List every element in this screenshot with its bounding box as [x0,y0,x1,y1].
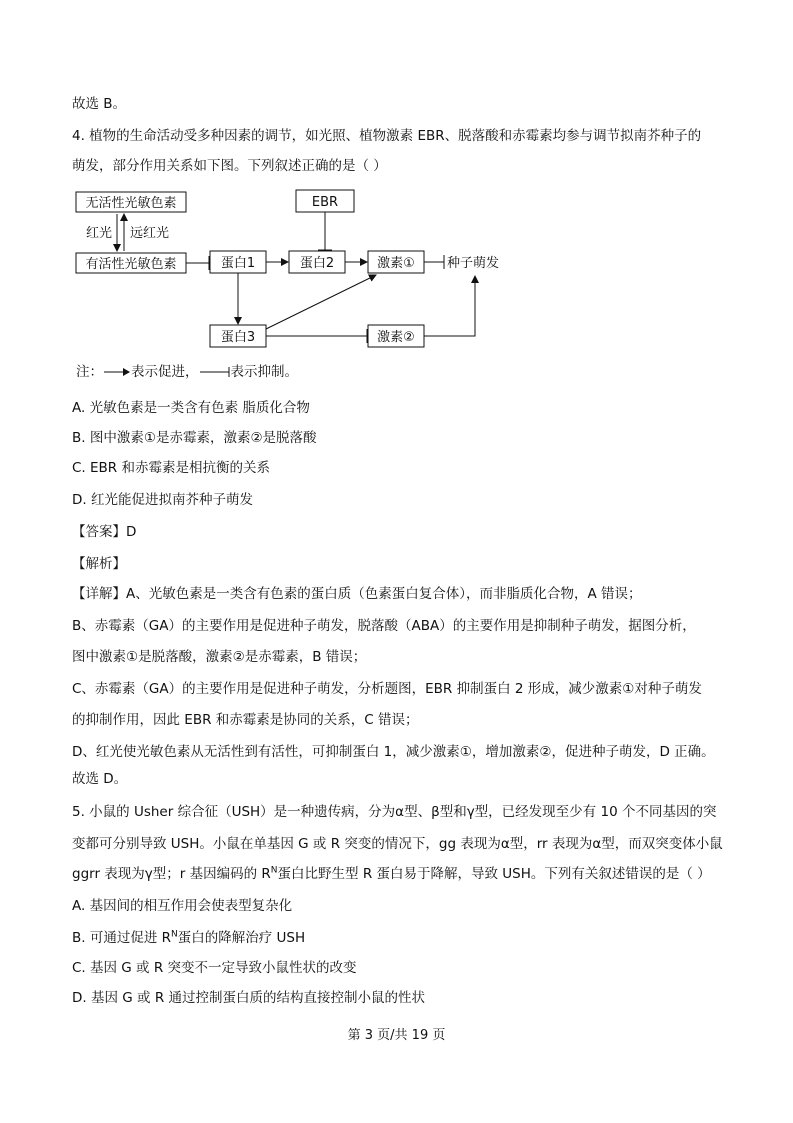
q5-option-b [72,928,305,948]
previous-answer-line: 故选 B。 [72,96,127,112]
hormone1-label: 激素① [377,256,415,271]
protein3-promote-hormone1-arrow [266,275,376,329]
promote-arrow-icon [103,367,131,377]
q4-option-a: A. 光敏色素是一类含有色素 脂质化合物 [72,400,310,416]
q5-stem-line3-part1: ggrr 表现为γ型；r 基因编码的 R [72,866,271,882]
note-inhibit: 表示抑制。 [230,364,298,380]
protein3-label: 蛋白3 [220,330,256,345]
far-red-label: 远红光 [130,226,170,241]
note-promote: 表示促进， [131,364,199,380]
protein1-label: 蛋白1 [220,256,256,271]
ebr-label: EBR [311,195,339,210]
q5-stem-line3 [72,864,711,884]
hormone2-promote-germination-arrow [424,276,475,336]
q4-explanation-3: 图中激素①是脱落酸，激素②是赤霉素，B 错误； [72,649,367,665]
q4-explanation-4: C、赤霉素（GA）的主要作用是促进种子萌发，分析题图，EBR 抑制蛋白 2 形成，减少激素①对种子萌发 [72,681,702,697]
germination-label: 种子萌发 [447,256,500,271]
q5-option-b-part2: 蛋白的降解治疗 USH [177,930,306,946]
q4-explanation-6: D、红光使光敏色素从无活性到有活性，可抑制蛋白 1，减少激素①，增加激素②，促进种子萌发，D 正确。 [72,744,715,760]
q4-explanation-7: 故选 D。 [72,771,128,787]
q5-stem-line3-part2: 蛋白比野生型 R 蛋白易于降解，导致 USH。下列有关叙述错误的是（ ） [277,866,711,882]
note-prefix: 注： [76,364,103,380]
page-footer: 第 3 页/共 19 页 [347,1028,446,1043]
q5-option-b-superscript: N [171,929,178,940]
q5-option-c: C. 基因 G 或 R 突变不一定导致小鼠性状的改变 [72,960,357,976]
q5-superscript: N [270,865,278,876]
q4-explanation-1: 【详解】A、光敏色素是一类含有色素的蛋白质（色素蛋白复合体），而非脂质化合物，A 错误； [72,586,642,602]
q4-option-b: B. 图中激素①是赤霉素，激素②是脱落酸 [72,430,317,446]
q4-analysis-tag: 【解析】 [72,556,126,572]
hormone2-label: 激素② [377,330,415,345]
q4-stem-line1: 4. 植物的生命活动受多种因素的调节，如光照、植物激素 EBR、脱落酸和赤霉素均参与调节拟南芥种子的 [72,128,702,144]
q5-option-b-part1: B. 可通过促进 R [72,930,172,946]
red-light-label: 红光 [86,226,113,241]
inhibit-arrow-icon [199,366,231,378]
protein2-label: 蛋白2 [299,256,335,271]
q5-stem-line2: 变都可分别导致 USH。小鼠在单基因 G 或 R 突变的情况下，gg 表现为α型，rr 表现为α型，而双突变体小鼠 [72,836,723,852]
q4-stem-line2: 萌发，部分作用关系如下图。下列叙述正确的是（ ） [72,158,387,174]
inactive-phytochrome-label: 无活性光敏色素 [85,196,177,211]
q5-option-a: A. 基因间的相互作用会使表型复杂化 [72,898,293,914]
q4-option-d: D. 红光能促进拟南芥种子萌发 [72,492,253,508]
q4-explanation-5: 的抑制作用，因此 EBR 和赤霉素是协同的关系，C 错误； [72,712,419,728]
q5-option-d: D. 基因 G 或 R 通过控制蛋白质的结构直接控制小鼠的性状 [72,990,425,1006]
diagram-note [76,362,298,382]
active-phytochrome-label: 有活性光敏色素 [85,257,177,272]
q4-answer: 【答案】D [72,524,137,540]
q4-option-c: C. EBR 和赤霉素是相抗衡的关系 [72,460,270,476]
q4-explanation-2: B、赤霉素（GA）的主要作用是促进种子萌发，脱落酸（ABA）的主要作用是抑制种子萌发，据图分析， [72,618,696,634]
q5-stem-line1: 5. 小鼠的 Usher 综合征（USH）是一种遗传病，分为α型、β型和γ型，已经发现至少有 10 个不同基因的突 [72,804,717,820]
regulation-diagram [70,186,540,386]
